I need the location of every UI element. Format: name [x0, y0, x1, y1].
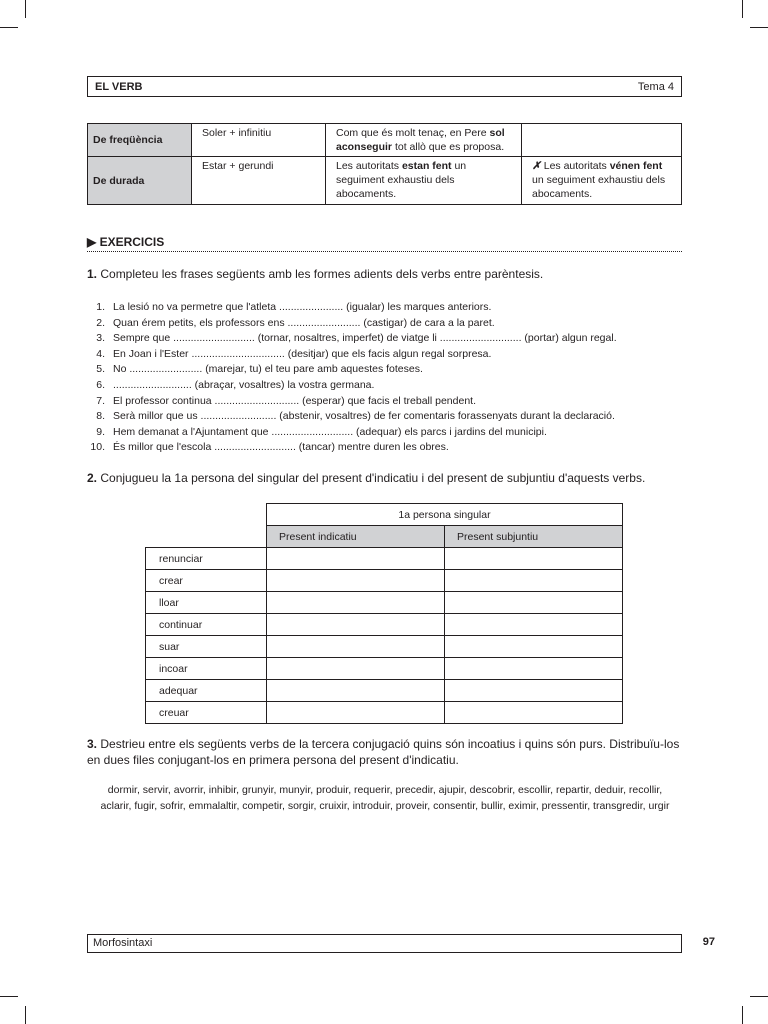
- item-number: 7.: [96, 394, 105, 407]
- column-header-indicative: Present indicatiu: [267, 526, 445, 548]
- list-item: [87, 409, 682, 425]
- table-row: [146, 658, 623, 680]
- item-text: Quan érem petits, els professors ens ......................... (castigar) de cara a la paret.: [113, 316, 495, 329]
- item-text: En Joan i l'Ester ................................ (desitjar) que els facis algun regal sorpresa.: [113, 347, 492, 360]
- answer-cell-indicative[interactable]: [267, 592, 445, 614]
- item-number: 2.: [96, 316, 105, 329]
- answer-cell-indicative[interactable]: [267, 570, 445, 592]
- item-number: 5.: [96, 363, 105, 376]
- answer-cell-subjunctive[interactable]: [445, 570, 623, 592]
- answer-cell-indicative[interactable]: [267, 636, 445, 658]
- list-item: [87, 440, 682, 456]
- verb-cell: crear: [146, 570, 267, 592]
- verb-cell: renunciar: [146, 548, 267, 570]
- crop-mark: [750, 996, 768, 997]
- exercise-1-list: [87, 300, 682, 456]
- structure-cell: Estar + gerundi: [192, 157, 326, 205]
- answer-cell-subjunctive[interactable]: [445, 548, 623, 570]
- exercise-3-heading: 3. Destrieu entre els següents verbs de la tercera conjugació quins són incoatius i quins són purs. Distribuïu-los en dues files conjugant-los en primera persona del present d'indicatiu.: [87, 737, 680, 767]
- conjugation-table: [145, 547, 623, 724]
- answer-cell-indicative[interactable]: [267, 614, 445, 636]
- page-header: [87, 76, 682, 97]
- answer-cell-indicative[interactable]: [267, 680, 445, 702]
- table-row: [146, 592, 623, 614]
- table-row: [146, 548, 623, 570]
- crop-mark: [750, 27, 768, 28]
- table-row: [146, 680, 623, 702]
- item-text: La lesió no va permetre que l'atleta ...................... (igualar) les marques anteriors.: [113, 301, 492, 313]
- answer-cell-subjunctive[interactable]: [445, 680, 623, 702]
- verb-cell: incoar: [146, 658, 267, 680]
- list-item: [87, 300, 682, 316]
- verb-list: dormir, servir, avorrir, inhibir, grunyir, munyir, produir, requerir, precedir, ajupir, descobrir, escollir, repartir, deduir, recollir, aclarir, fugir, sofrir, emmalaltir, competir, sorgir, cruixir, introduir, proveir, consentir, bullir, eximir, pressentir, transgredir, urgir: [100, 784, 670, 812]
- verb-cell: adequar: [146, 680, 267, 702]
- item-number: 4.: [96, 347, 105, 360]
- table-row: [146, 702, 623, 724]
- group-header: 1a persona singular: [267, 504, 623, 526]
- crop-mark: [742, 1006, 743, 1024]
- topic-label: Tema 4: [637, 80, 674, 93]
- list-item: [87, 378, 682, 394]
- row-header: De freqüència: [88, 124, 192, 157]
- exercise-1-heading: 1. Completeu les frases següents amb les formes adients dels verbs entre parèntesis.: [87, 267, 544, 281]
- item-text: Serà millor que us .......................... (abstenir, vosaltres) de fer comentaris forassenyats durant la declaració.: [113, 410, 615, 423]
- item-text: El professor continua ............................. (esperar) que facis el treball pendent.: [113, 394, 477, 407]
- table-row: [146, 614, 623, 636]
- answer-cell-subjunctive[interactable]: [445, 592, 623, 614]
- table-row: [146, 570, 623, 592]
- list-item: [87, 425, 682, 441]
- item-number: 1.: [96, 301, 105, 313]
- item-text: Sempre que ............................ (tornar, nosaltres, imperfet) de viatge li ............................ (portar) algun regal.: [113, 332, 617, 345]
- table-row: [88, 124, 682, 157]
- list-item: [87, 394, 682, 410]
- example-cell: Les autoritats estan fent un seguiment exhaustiu dels abocaments.: [326, 157, 522, 205]
- answer-cell-subjunctive[interactable]: [445, 658, 623, 680]
- item-text: No ......................... (marejar, tu) el teu pare amb aquestes foteses.: [113, 363, 423, 376]
- conjugation-header: [266, 503, 623, 548]
- answer-cell-indicative[interactable]: [267, 658, 445, 680]
- answer-cell-subjunctive[interactable]: [445, 636, 623, 658]
- column-header-subjunctive: Present subjuntiu: [445, 526, 623, 548]
- table-row: [146, 636, 623, 658]
- item-text: És millor que l'escola ............................ (tancar) mentre duren les obres.: [113, 441, 449, 454]
- example-cell: Com que és molt tenaç, en Pere sol aconseguir tot allò que es proposa.: [326, 124, 522, 157]
- item-text: ........................... (abraçar, vosaltres) la vostra germana.: [113, 378, 375, 391]
- verb-cell: creuar: [146, 702, 267, 724]
- list-item: [87, 347, 682, 363]
- list-item: [87, 331, 682, 347]
- item-number: 10.: [90, 441, 105, 454]
- row-header: De durada: [88, 157, 192, 205]
- structure-cell: Soler + infinitiu: [192, 124, 326, 157]
- exercises-title: ▶ EXERCICIS: [87, 235, 682, 252]
- list-item: [87, 316, 682, 332]
- answer-cell-subjunctive[interactable]: [445, 702, 623, 724]
- crop-mark: [25, 1006, 26, 1024]
- verb-cell: continuar: [146, 614, 267, 636]
- table-row: [88, 157, 682, 205]
- item-number: 3.: [96, 332, 105, 345]
- crop-mark: [0, 27, 18, 28]
- incorrect-example-cell: [522, 124, 682, 157]
- answer-cell-indicative[interactable]: [267, 702, 445, 724]
- item-number: 8.: [96, 410, 105, 423]
- verb-cell: suar: [146, 636, 267, 658]
- crop-mark: [25, 0, 26, 18]
- crop-mark: [742, 0, 743, 18]
- cross-icon: ✗: [532, 160, 541, 172]
- page-number: 97: [702, 936, 715, 948]
- crop-mark: [0, 996, 18, 997]
- answer-cell-subjunctive[interactable]: [445, 614, 623, 636]
- item-number: 6.: [96, 378, 105, 391]
- list-item: [87, 362, 682, 378]
- answer-cell-indicative[interactable]: [267, 548, 445, 570]
- item-text: Hem demanat a l'Ajuntament que ............................ (adequar) els parcs i jardins del municipi.: [113, 425, 547, 438]
- verb-cell: lloar: [146, 592, 267, 614]
- chapter-title: EL VERB: [95, 80, 143, 93]
- footer-section: Morfosintaxi: [87, 934, 682, 953]
- exercise-2-heading: 2. Conjugueu la 1a persona del singular del present d'indicatiu i del present de subjuntiu d'aquests verbs.: [87, 471, 646, 485]
- item-number: 9.: [96, 425, 105, 438]
- periphrasis-table: [87, 123, 682, 205]
- incorrect-example-cell: ✗ Les autoritats vénen fent un seguiment exhaustiu dels abocaments.: [522, 157, 682, 205]
